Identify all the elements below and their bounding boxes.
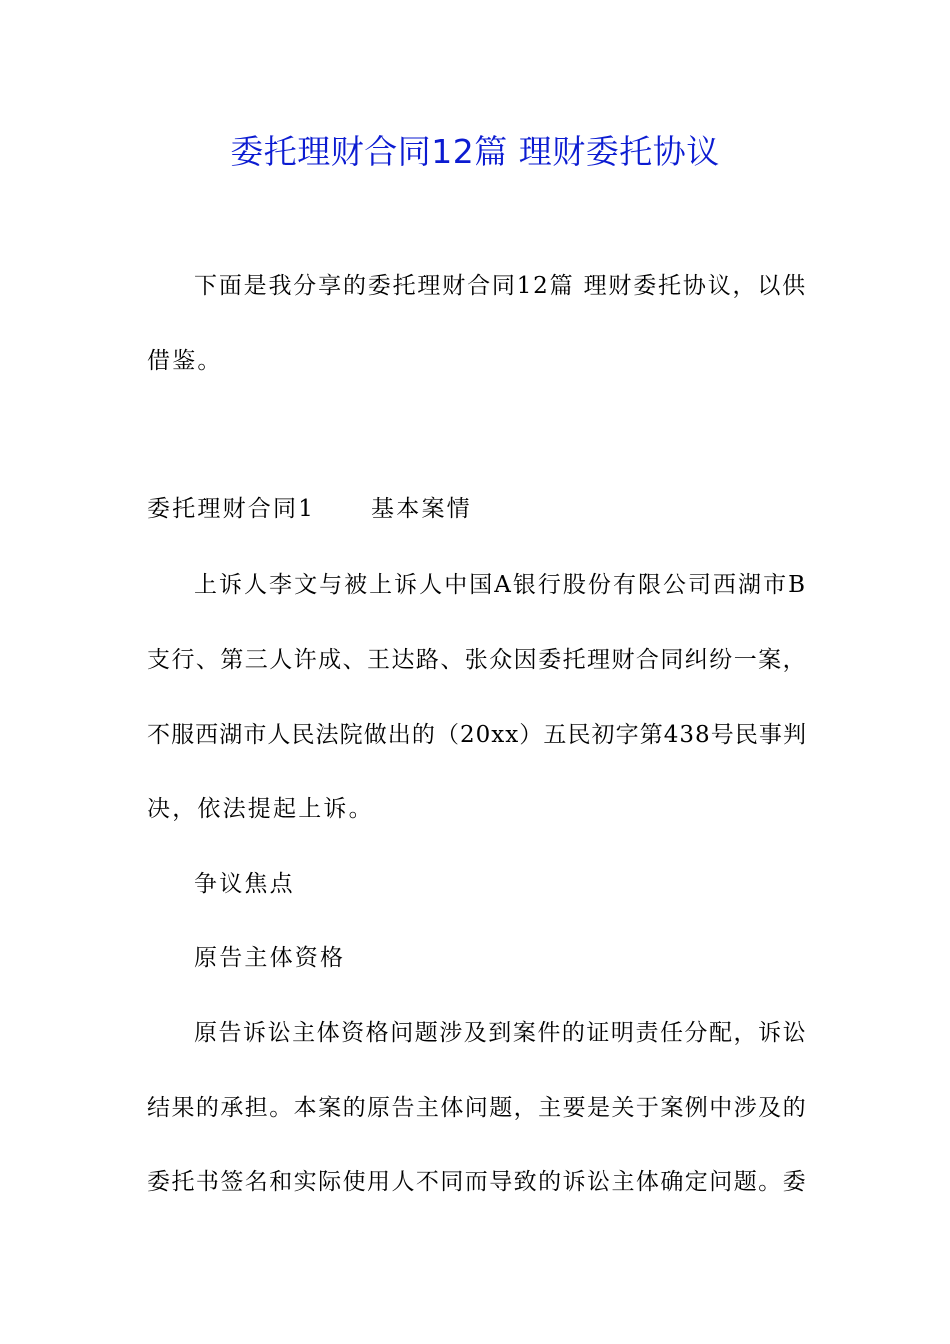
paragraph-1-line-2: 支行、第三人许成、王达路、张众因委托理财合同纠纷一案， (147, 647, 807, 673)
paragraph-1-line-3: 不服西湖市人民法院做出的（20xx）五民初字第438号民事判 (147, 722, 807, 748)
section-heading-title: 基本案情 (371, 496, 472, 522)
section-heading-number: 委托理财合同1 (147, 496, 316, 522)
section-heading (147, 489, 807, 529)
subheading-plaintiff-qualification: 原告主体资格 (194, 945, 346, 971)
paragraph-1-line-1: 上诉人李文与被上诉人中国A银行股份有限公司西湖市B (194, 572, 807, 598)
intro-line-2: 借鉴。 (147, 348, 223, 374)
paragraph-2-line-2: 结果的承担。本案的原告主体问题，主要是关于案例中涉及的 (147, 1095, 807, 1121)
document-title: 委托理财合同12篇 理财委托协议 (230, 132, 720, 171)
intro-line-1: 下面是我分享的委托理财合同12篇 理财委托协议，以供 (194, 273, 807, 299)
subheading-dispute-focus: 争议焦点 (194, 871, 295, 897)
paragraph-2-line-1: 原告诉讼主体资格问题涉及到案件的证明责任分配，诉讼 (194, 1020, 807, 1046)
paragraph-1-line-4: 决，依法提起上诉。 (147, 796, 374, 822)
paragraph-2-line-3: 委托书签名和实际使用人不同而导致的诉讼主体确定问题。委 (147, 1169, 807, 1195)
